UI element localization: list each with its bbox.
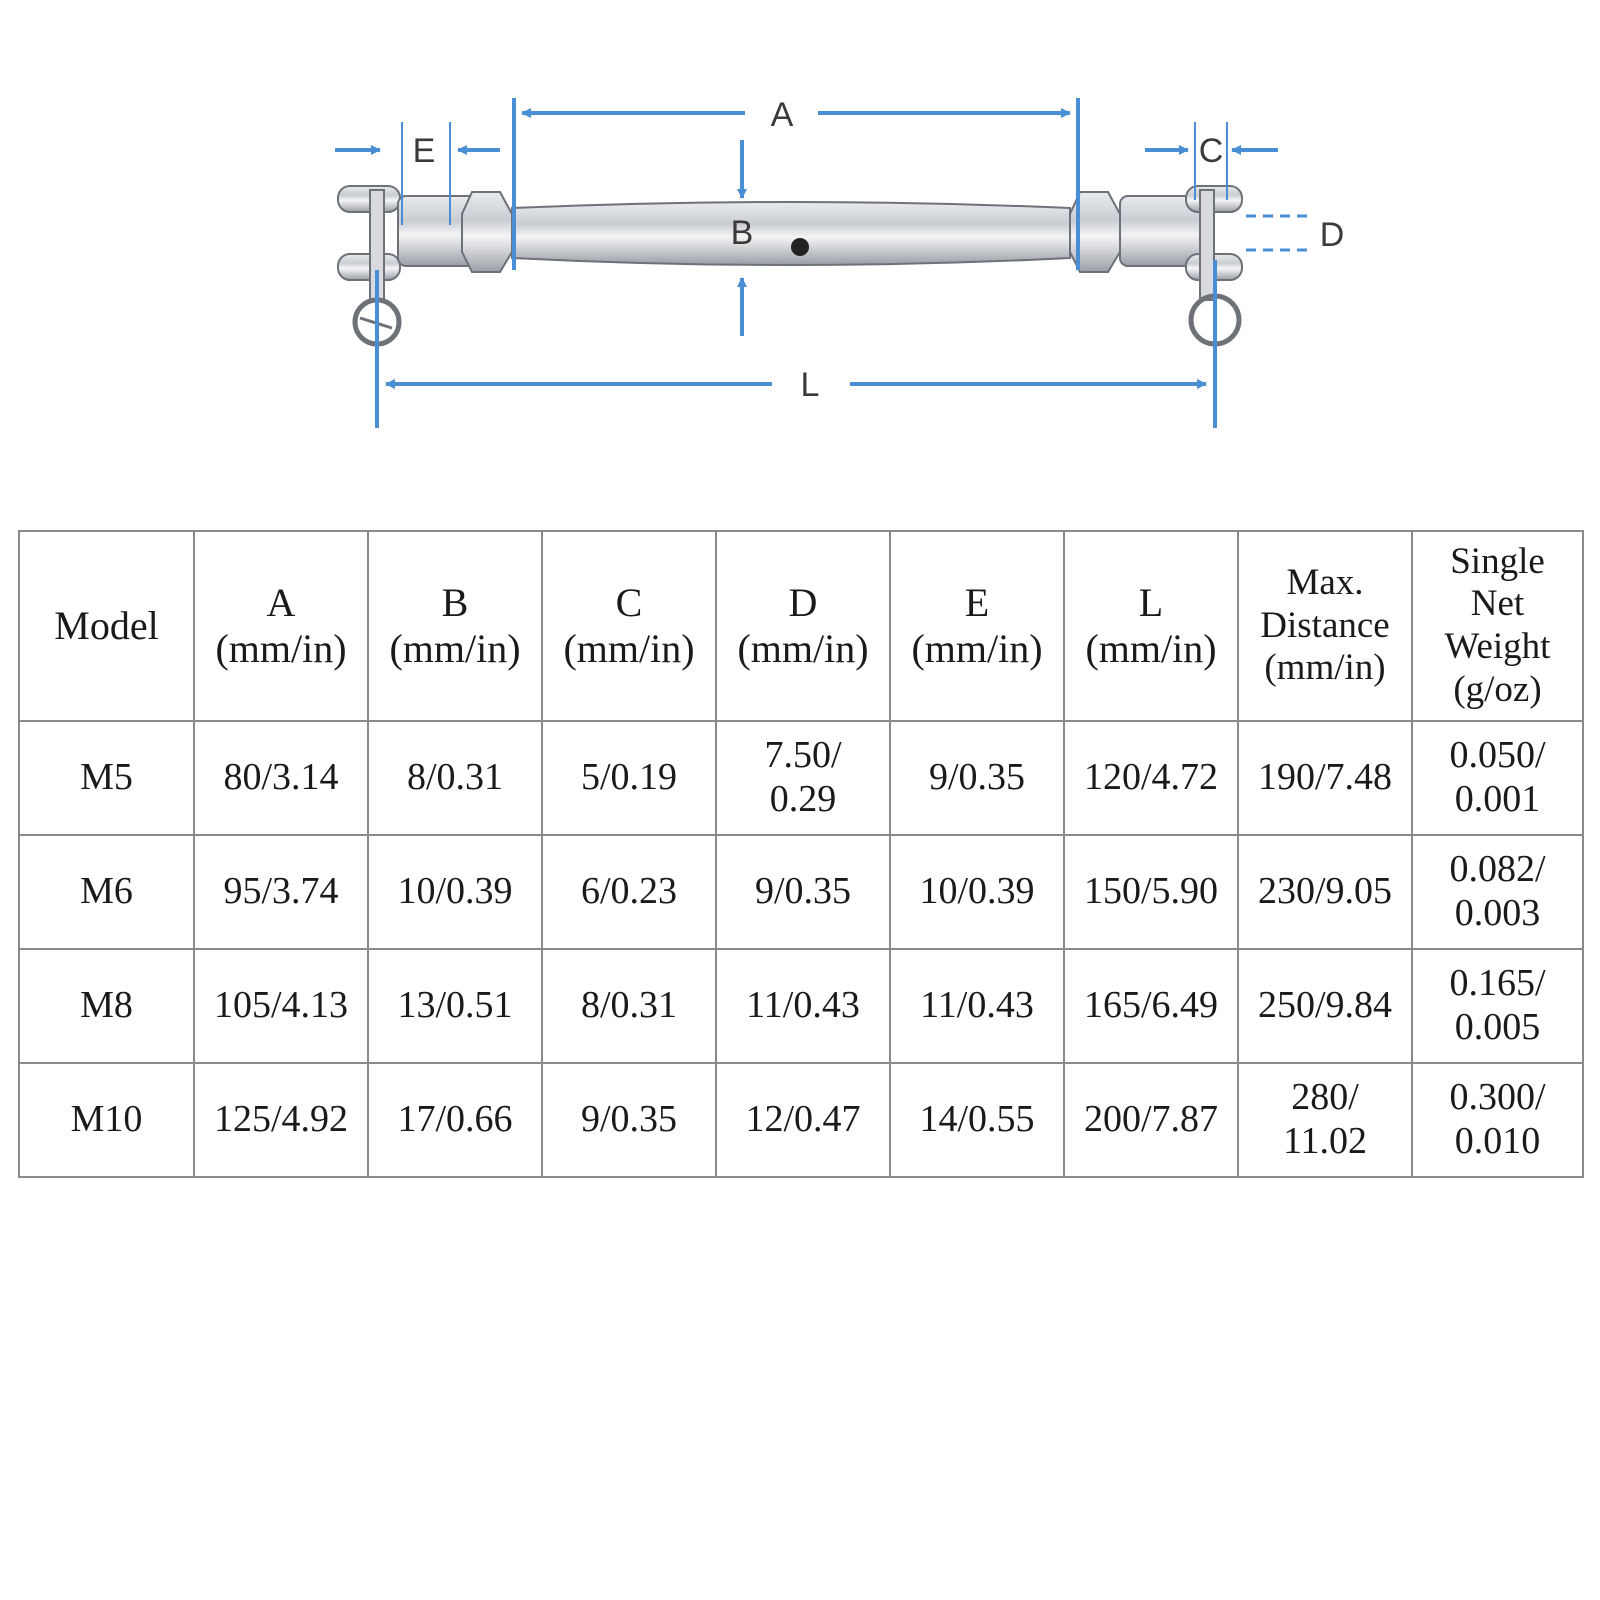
header-single-net-weight: Single Net Weight (g/oz) (1412, 531, 1583, 721)
cell-l: 200/7.87 (1064, 1063, 1238, 1177)
cell-max-distance: 250/9.84 (1238, 949, 1412, 1063)
cell-b: 10/0.39 (368, 835, 542, 949)
cell-d: 9/0.35 (716, 835, 890, 949)
cell-a: 95/3.74 (194, 835, 368, 949)
header-l: L (mm/in) (1064, 531, 1238, 721)
cell-max-distance: 280/ 11.02 (1238, 1063, 1412, 1177)
cell-model: M6 (19, 835, 194, 949)
cell-e: 11/0.43 (890, 949, 1064, 1063)
cell-weight: 0.165/ 0.005 (1412, 949, 1583, 1063)
label-d: D (1319, 216, 1345, 254)
dimension-d (1246, 216, 1312, 250)
cell-model: M5 (19, 721, 194, 835)
header-a: A (mm/in) (194, 531, 368, 721)
label-l: L (800, 366, 820, 404)
cell-a: 105/4.13 (194, 949, 368, 1063)
cell-e: 10/0.39 (890, 835, 1064, 949)
header-c: C (mm/in) (542, 531, 716, 721)
table-row (19, 721, 1583, 835)
cell-c: 5/0.19 (542, 721, 716, 835)
left-jaw (338, 186, 478, 344)
cell-d: 11/0.43 (716, 949, 890, 1063)
cell-d: 12/0.47 (716, 1063, 890, 1177)
cell-b: 8/0.31 (368, 721, 542, 835)
cell-weight: 0.082/ 0.003 (1412, 835, 1583, 949)
header-model: Model (19, 531, 194, 721)
cell-max-distance: 230/9.05 (1238, 835, 1412, 949)
header-d: D (mm/in) (716, 531, 890, 721)
cell-model: M10 (19, 1063, 194, 1177)
cell-max-distance: 190/7.48 (1238, 721, 1412, 835)
cell-a: 125/4.92 (194, 1063, 368, 1177)
label-a: A (770, 96, 794, 134)
table-row (19, 1063, 1583, 1177)
cell-d: 7.50/ 0.29 (716, 721, 890, 835)
right-jaw (1120, 186, 1242, 344)
cell-c: 8/0.31 (542, 949, 716, 1063)
label-c: C (1198, 132, 1224, 170)
cell-l: 150/5.90 (1064, 835, 1238, 949)
table-row (19, 949, 1583, 1063)
turnbuckle-body (512, 202, 1070, 265)
turnbuckle-diagram (0, 0, 1600, 460)
cell-l: 165/6.49 (1064, 949, 1238, 1063)
table-row (19, 835, 1583, 949)
cell-e: 14/0.55 (890, 1063, 1064, 1177)
dimension-l (377, 260, 1215, 428)
cell-l: 120/4.72 (1064, 721, 1238, 835)
cell-model: M8 (19, 949, 194, 1063)
header-b: B (mm/in) (368, 531, 542, 721)
spec-table-body (19, 721, 1583, 1177)
header-e: E (mm/in) (890, 531, 1064, 721)
body-hole (791, 238, 809, 256)
cell-b: 17/0.66 (368, 1063, 542, 1177)
cell-c: 6/0.23 (542, 835, 716, 949)
cell-a: 80/3.14 (194, 721, 368, 835)
header-row (19, 531, 1583, 721)
label-b: B (730, 214, 754, 252)
cell-weight: 0.050/ 0.001 (1412, 721, 1583, 835)
spec-table (18, 530, 1584, 1178)
cell-weight: 0.300/ 0.010 (1412, 1063, 1583, 1177)
left-hex-nut (462, 192, 512, 272)
cell-e: 9/0.35 (890, 721, 1064, 835)
header-max-distance: Max. Distance (mm/in) (1238, 531, 1412, 721)
cell-c: 9/0.35 (542, 1063, 716, 1177)
cell-b: 13/0.51 (368, 949, 542, 1063)
label-e: E (412, 132, 436, 170)
